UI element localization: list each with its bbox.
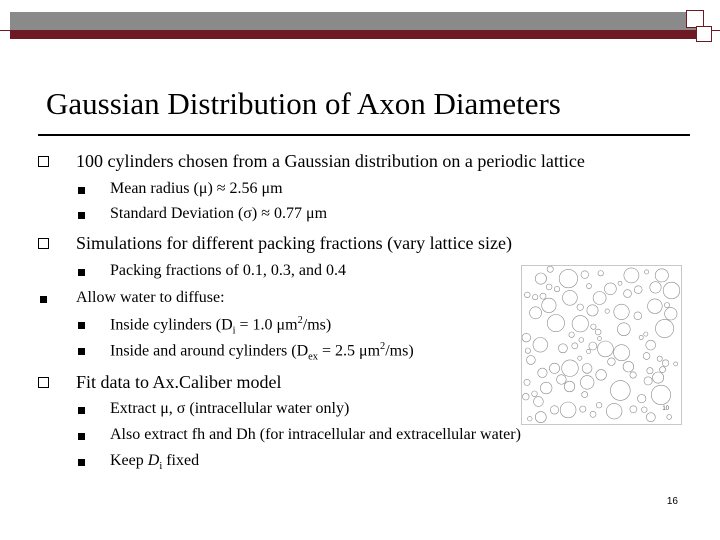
cylinder-circle (614, 345, 630, 361)
cylinder-circle (587, 305, 598, 316)
filled-square-bullet-icon (78, 322, 85, 329)
cylinder-circle (524, 379, 530, 385)
cylinder-circle (558, 344, 567, 353)
cylinder-circle (656, 319, 674, 337)
filled-square-bullet-icon (78, 459, 85, 466)
scale-bar-label: 10 (662, 406, 669, 412)
bullet-text: 100 cylinders chosen from a Gaussian distribution on a periodic lattice (76, 151, 585, 171)
cylinder-circle (664, 303, 669, 308)
bullet-text: Fit data to Ax.Caliber model (76, 372, 282, 392)
cylinder-circle (596, 402, 602, 408)
header-square-bottom (696, 26, 712, 42)
cylinder-circle (593, 292, 606, 305)
bullet-text: Allow water to diffuse: (76, 289, 225, 306)
cylinder-circle (523, 393, 530, 400)
cylinder-circle (605, 283, 617, 295)
cylinder-circle (644, 377, 652, 385)
cylinder-circle (577, 304, 583, 310)
square-bullet-icon (38, 238, 49, 249)
cylinder-circle (546, 284, 552, 290)
cylinder-circle (580, 376, 594, 390)
bullet-text: Extract μ, σ (intracellular water only) (110, 400, 350, 417)
cylinder-circle (634, 286, 642, 294)
cylinder-circle (533, 294, 538, 299)
cylinder-circle (540, 293, 546, 299)
bullet-text: Also extract fh and Dh (for intracellular and extracellular water) (110, 426, 521, 443)
cylinder-circle (580, 406, 586, 412)
cylinder-circle (528, 416, 533, 421)
cylinder-circle (674, 362, 678, 366)
cylinder-circle (630, 406, 637, 413)
cylinder-circle (624, 290, 632, 298)
cylinder-circle (549, 363, 559, 373)
cylinder-circle (630, 372, 636, 378)
cylinder-circle (596, 370, 607, 381)
cylinder-circle (569, 332, 574, 337)
cylinder-circle (663, 282, 680, 299)
cylinder-circle (617, 323, 630, 336)
cylinder-circle (562, 360, 579, 377)
cylinder-circle (587, 349, 591, 353)
cylinder-circle (639, 335, 643, 339)
cylinder-circle (644, 332, 648, 336)
bullet-text-diffusion-inside: Inside cylinders ($D_i = 1.0$ $\mu m^2/ms$) (110, 315, 332, 337)
cylinder-circle (535, 412, 546, 423)
cylinder-circle (655, 269, 668, 282)
header-bar (10, 12, 703, 30)
cylinder-circle (598, 271, 603, 276)
cylinder-circle (563, 290, 578, 305)
cylinder-circle (559, 269, 577, 287)
cylinder-circle (591, 324, 596, 329)
cylinder-circle (623, 361, 634, 372)
cylinder-circle (651, 385, 670, 404)
cylinder-circle (525, 348, 530, 353)
cylinder-circle (598, 337, 602, 341)
cylinder-circle (638, 394, 646, 402)
bullet-text: Packing fractions of 0.1, 0.3, and 0.4 (110, 262, 346, 279)
cylinder-circle (642, 407, 648, 413)
cylinder-circle (587, 284, 592, 289)
cylinder-circle (610, 381, 630, 401)
cylinder-circle (667, 415, 672, 420)
cylinder-circle (540, 382, 552, 394)
bullet-text: Simulations for different packing fractions (vary lattice size) (76, 233, 513, 253)
bullet-text-diffusion-around: Inside and around cylinders ($D_{ex} = 2.5$ $\mu m^2/ms$) (110, 341, 414, 363)
filled-square-bullet-icon (78, 212, 85, 219)
header-line (0, 30, 720, 31)
header-band (10, 30, 703, 39)
cylinder-circle (530, 307, 542, 319)
filled-square-bullet-icon (78, 407, 85, 414)
filled-square-bullet-icon (78, 269, 85, 276)
filled-square-bullet-icon (40, 296, 47, 303)
cylinder-circle (538, 368, 547, 377)
cylinder-circle (527, 356, 536, 365)
bullet-text: Standard Deviation (σ) ≈ 0.77 μm (110, 205, 328, 222)
cylinder-circle (647, 368, 653, 374)
bullet-text: Mean radius (μ) ≈ 2.56 μm (110, 180, 283, 197)
cylinder-circle (662, 360, 669, 367)
cylinder-circle (608, 358, 616, 366)
cylinder-circle (582, 364, 592, 374)
filled-square-bullet-icon (78, 433, 85, 440)
packing-illustration (521, 265, 682, 425)
filled-square-bullet-icon (78, 187, 85, 194)
cylinder-circle (646, 413, 655, 422)
cylinder-circle (606, 403, 622, 419)
cylinder-circle (522, 333, 531, 342)
cylinder-circle (547, 266, 553, 272)
cylinder-circle (598, 341, 614, 357)
cylinder-circle (648, 299, 663, 314)
cylinder-circle (643, 353, 650, 360)
cylinder-circle (581, 271, 589, 279)
cylinder-circle (614, 304, 629, 319)
cylinder-circle (535, 273, 546, 284)
title-rule (38, 134, 690, 136)
cylinder-circle (557, 375, 567, 385)
cylinder-circle (579, 338, 584, 343)
cylinder-circle (533, 338, 548, 353)
cylinder-circle (572, 343, 578, 349)
cylinder-circle (657, 356, 662, 361)
slide-number: 16 (666, 496, 678, 507)
cylinder-circle (554, 286, 559, 291)
cylinder-circle (578, 356, 582, 360)
bullet-text-keep-di: Keep $D_i$ fixed (110, 452, 200, 473)
cylinder-circle (589, 342, 597, 350)
square-bullet-icon (38, 156, 49, 167)
filled-square-bullet-icon (78, 348, 85, 355)
cylinder-circle (542, 298, 556, 312)
cylinder-circle (634, 312, 642, 320)
slide-title: Gaussian Distribution of Axon Diameters (46, 86, 561, 121)
cylinder-circle (590, 411, 596, 417)
cylinder-circle (605, 309, 609, 313)
cylinder-packing-image (522, 266, 681, 424)
cylinder-circle (534, 397, 544, 407)
square-bullet-icon (38, 377, 49, 388)
cylinder-circle (572, 316, 588, 332)
cylinder-circle (564, 381, 575, 392)
cylinder-circle (624, 268, 639, 283)
cylinder-circle (595, 329, 601, 335)
cylinder-circle (560, 402, 576, 418)
cylinder-circle (547, 315, 564, 332)
cylinder-circle (660, 367, 666, 373)
cylinder-circle (525, 292, 531, 298)
cylinder-circle (650, 282, 661, 293)
cylinder-circle (532, 391, 538, 397)
cylinder-circle (618, 281, 622, 285)
cylinder-circle (665, 308, 677, 320)
cylinder-circle (645, 270, 649, 274)
cylinder-circle (550, 406, 558, 414)
cylinder-circle (653, 372, 664, 383)
cylinder-circle (646, 340, 656, 350)
cylinder-circle (582, 392, 588, 398)
